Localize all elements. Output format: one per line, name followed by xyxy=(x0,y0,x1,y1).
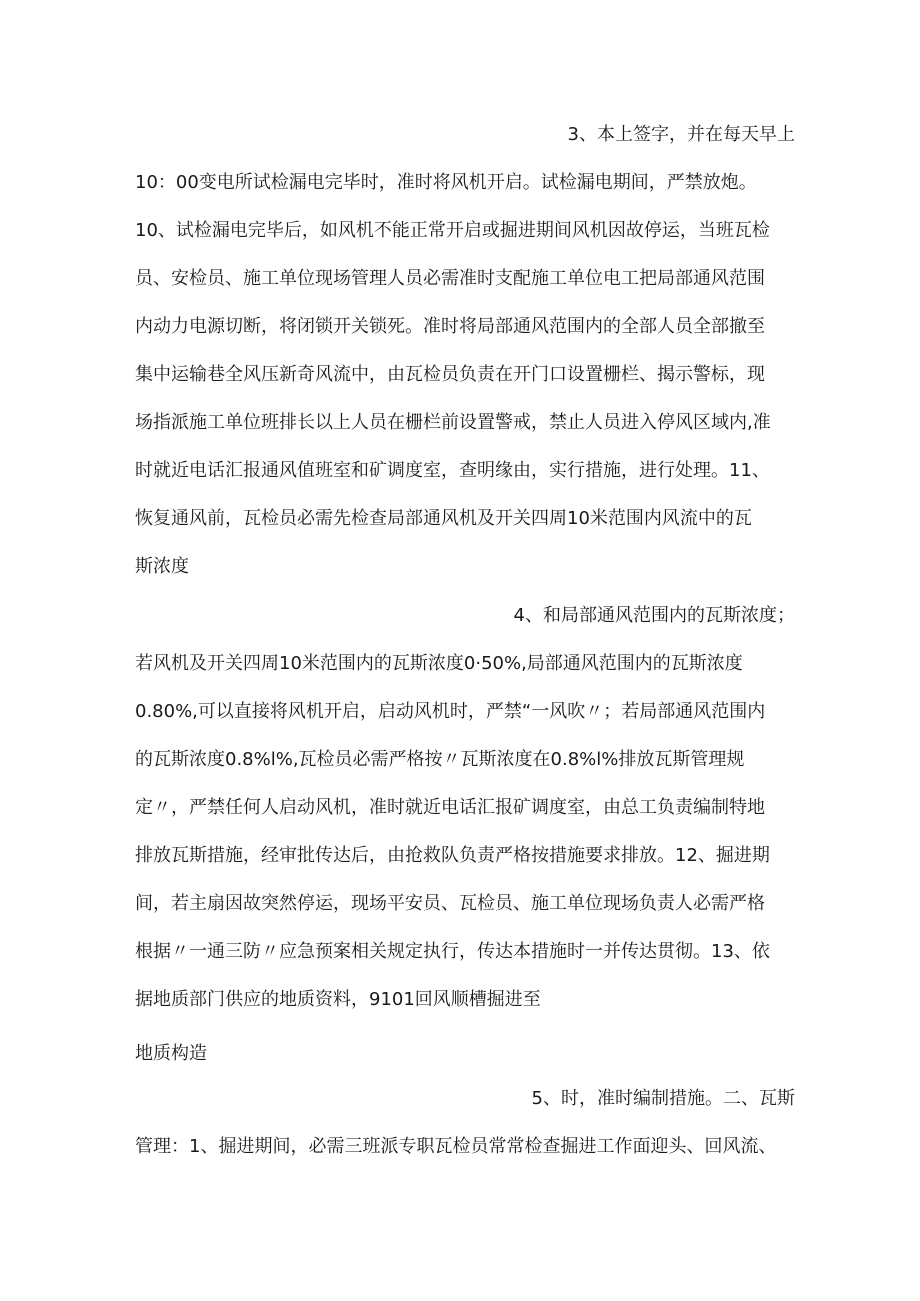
text-line: 的瓦斯浓度0.8%l%,瓦检员必需严格按〃瓦斯浓度在0.8%l%排放瓦斯管理规 xyxy=(135,749,745,770)
text-line: 定〃，严禁任何人启动风机，准时就近电话汇报矿调度室，由总工负责编制特地 xyxy=(135,797,765,818)
text-line: 3、本上签字，并在每天早上 xyxy=(567,124,795,145)
text-line: 据地质部门供应的地质资料，9101回风顺槽掘进至 xyxy=(135,989,541,1010)
text-line: 5、时，准时编制措施。二、瓦斯 xyxy=(531,1088,795,1109)
text-line: 时就近电话汇报通风值班室和矿调度室，查明缘由，实行措施，进行处理。11、 xyxy=(135,460,770,481)
text-line: 斯浓度 xyxy=(135,556,189,577)
text-line: 集中运输巷全风压新奇风流中，由瓦检员负责在开门口设置栅栏、揭示警标，现 xyxy=(135,364,765,385)
text-line: 管理：1、掘进期间，必需三班派专职瓦检员常常检查掘进工作面迎头、回风流、 xyxy=(135,1136,777,1157)
text-line: 排放瓦斯措施，经审批传达后，由抢救队负责严格按措施要求排放。12、掘进期 xyxy=(135,845,770,866)
text-line: 若风机及开关四周10米范围内的瓦斯浓度0·50%,局部通风范围内的瓦斯浓度 xyxy=(135,653,743,674)
text-line: 10、试检漏电完毕后，如风机不能正常开启或掘进期间风机因故停运，当班瓦检 xyxy=(135,220,770,241)
text-line: 场指派施工单位班排长以上人员在栅栏前设置警戒，禁止人员进入停风区域内,准 xyxy=(135,412,771,433)
text-line: 0.80%,可以直接将风机开启，启动风机时，严禁“一风吹〃；若局部通风范围内 xyxy=(135,701,766,722)
text-line: 员、安检员、施工单位现场管理人员必需准时支配施工单位电工把局部通风范围 xyxy=(135,268,765,289)
text-line: 4、和局部通风范围内的瓦斯浓度； xyxy=(513,605,795,626)
text-line: 10：00变电所试检漏电完毕时，准时将风机开启。试检漏电期间，严禁放炮。 xyxy=(135,172,757,193)
text-line: 根据〃一通三防〃应急预案相关规定执行，传达本措施时一并传达贯彻。13、依 xyxy=(135,941,770,962)
text-line: 内动力电源切断，将闭锁开关锁死。准时将局部通风范围内的全部人员全部撤至 xyxy=(135,316,765,337)
text-line: 间，若主扇因故突然停运，现场平安员、瓦检员、施工单位现场负责人必需严格 xyxy=(135,893,765,914)
text-line: 地质构造 xyxy=(135,1043,207,1064)
text-line: 恢复通风前，瓦检员必需先检查局部通风机及开关四周10米范围内风流中的瓦 xyxy=(135,508,752,529)
